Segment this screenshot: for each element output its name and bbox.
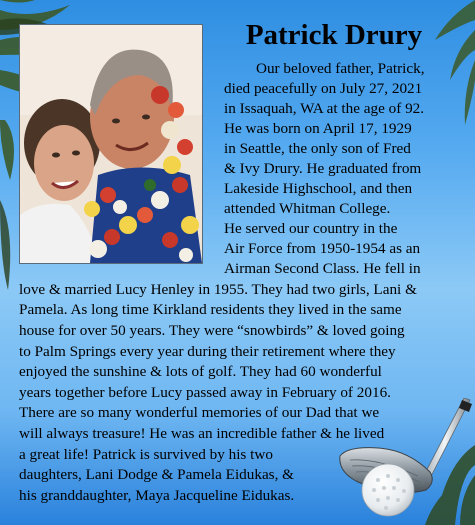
memorial-photo — [19, 24, 203, 264]
obituary-text-line: He was born on April 17, 1929 — [224, 120, 412, 137]
obituary-text-line: Our beloved father, Patrick, — [256, 60, 425, 77]
deceased-name-heading: Patrick Drury — [245, 19, 423, 51]
obituary-text-line: his granddaughter, Maya Jacqueline Eidukas. — [19, 487, 295, 504]
obituary-text-line: to Palm Springs every year during their retirement where they — [19, 343, 396, 360]
obituary-text-line: attended Whitman College. — [224, 200, 391, 217]
obituary-text-line: a great life! Patrick is survived by his two — [19, 446, 273, 463]
obituary-text-line: love & married Lucy Henley in 1955. They had two girls, Lani & — [19, 281, 417, 298]
obituary-text-line: died peacefully on July 27, 2021 — [224, 80, 423, 97]
obituary-text-line: He served our country in the — [224, 220, 398, 237]
obituary-text-line: daughters, Lani Dodge & Pamela Eidukas, & — [19, 466, 294, 483]
obituary-text-line: Air Force from 1950-1954 as an — [224, 240, 421, 257]
couple-photo-image — [20, 25, 202, 263]
obituary-text-line: & Ivy Drury. He graduated from — [224, 160, 422, 177]
obituary-text-line: Pamela. As long time Kirkland residents they lived in the same — [19, 301, 402, 318]
obituary-text-line: house for over 50 years. They were “snowbirds” & loved going — [19, 322, 405, 339]
obituary-text-line: Airman Second Class. He fell in — [224, 260, 421, 277]
obituary-text-line: enjoyed the sunshine & lots of golf. They had 60 wonderful — [19, 363, 382, 380]
golf-club-and-ball-icon — [338, 398, 475, 520]
obituary-text-line: years together before Lucy passed away in February of 2016. — [19, 384, 391, 401]
obituary-text-line: will always treasure! He was an incredible father & he lived — [19, 425, 385, 442]
obituary-text-line: in Issaquah, WA at the age of 92. — [224, 100, 425, 117]
obituary-text-line: There are so many wonderful memories of our Dad that we — [19, 404, 380, 421]
obituary-text-line: in Seattle, the only son of Fred — [224, 140, 411, 157]
obituary-text-line: Lakeside Highschool, and then — [224, 180, 413, 197]
